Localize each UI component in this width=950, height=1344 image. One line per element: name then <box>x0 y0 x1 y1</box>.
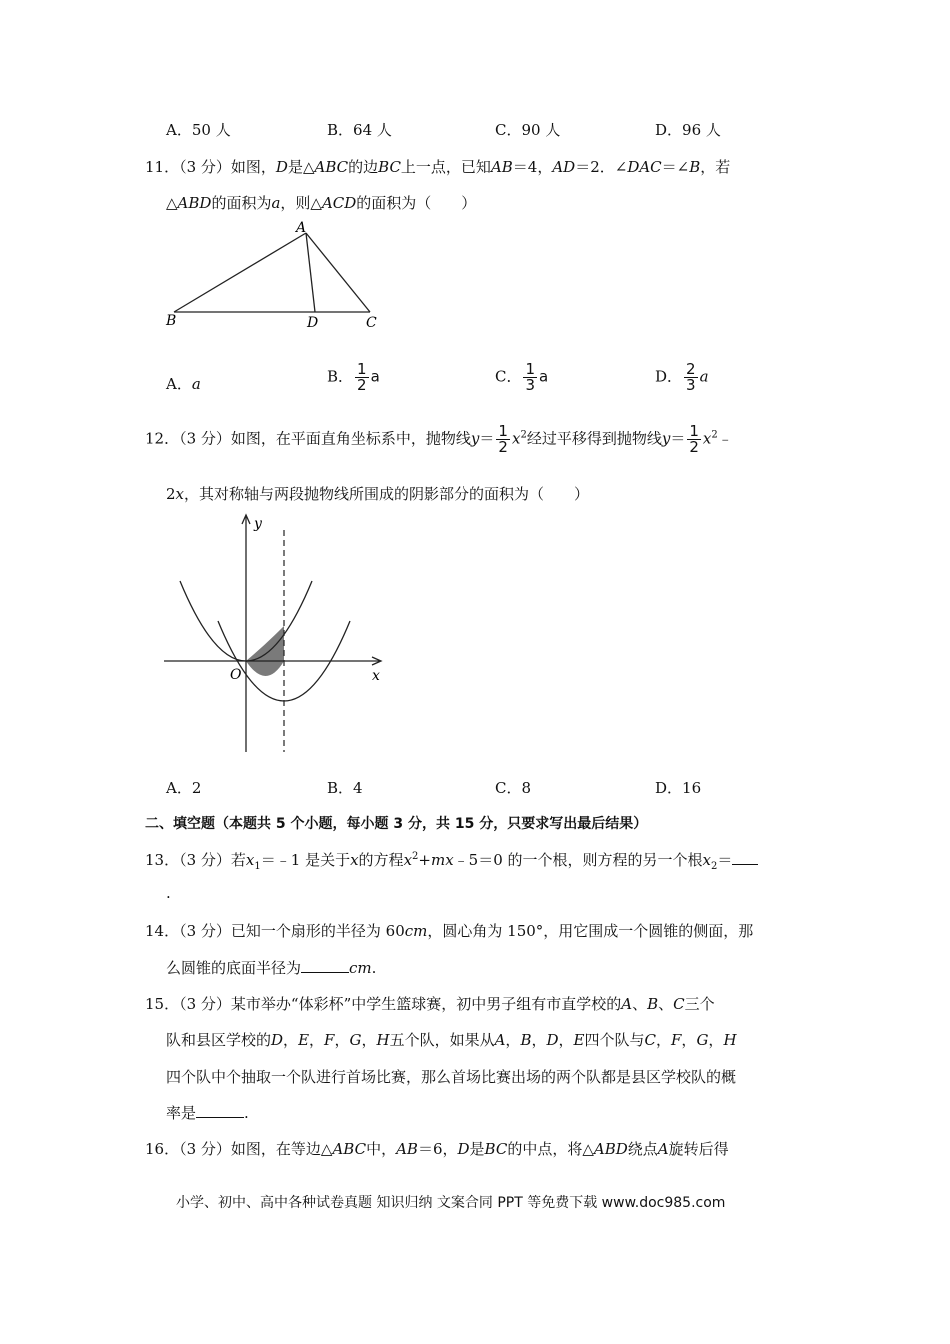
q14-text: ，圆心角为 150°，用它围成一个圆锥的侧面，那 <box>427 922 754 940</box>
q16-var: D <box>457 1140 470 1158</box>
q10-option-a: A．50 人 <box>166 121 231 139</box>
q13-var: mx <box>430 851 454 869</box>
fraction <box>496 424 510 455</box>
label-a: A <box>296 220 307 236</box>
q15-text: ， <box>309 1031 325 1049</box>
q15-text: ， <box>334 1031 350 1049</box>
numerator: 1 <box>357 360 367 378</box>
q11-line2 <box>166 192 476 213</box>
q14-text: 已知一个扇形的半径为 60 <box>230 922 405 940</box>
q16-text: ＝6， <box>417 1140 458 1158</box>
option-label: A． <box>166 375 192 393</box>
q13-text: ＝﹣1 是关于 <box>260 851 351 869</box>
subscript: 2 <box>711 861 718 872</box>
option-label: C． <box>495 367 522 386</box>
segment-ac <box>306 233 370 312</box>
q11-text: ＝2．∠ <box>575 158 628 176</box>
label-d: D <box>307 315 319 331</box>
q11-text: 的面积为（ ） <box>356 194 477 212</box>
q15-var: H <box>376 1031 390 1049</box>
q15-var: D <box>271 1031 284 1049</box>
q11-text: ，则△ <box>280 194 322 212</box>
q12-text: 经过平移得到抛物线 <box>526 429 662 448</box>
q13-text: ﹣5＝0 的一个根，则方程的另一个根 <box>453 851 703 869</box>
numerator: 1 <box>498 422 508 440</box>
q12-parabola-figure <box>160 508 400 758</box>
q16-text: 绕点 <box>627 1140 658 1158</box>
q11-text: 上一点，已知 <box>400 158 491 176</box>
label-x: x <box>372 668 380 684</box>
q11-var: B <box>689 158 701 176</box>
q11-var: ABD <box>177 194 212 212</box>
q11-option-d <box>655 362 709 393</box>
q11-var: ABC <box>314 158 349 176</box>
option-label: D． <box>655 367 683 386</box>
q14-text: . <box>371 959 377 977</box>
q12-text: 2 <box>166 485 176 503</box>
q13-text: ＝ <box>717 851 733 869</box>
q11-text: 是△ <box>287 158 315 176</box>
q15-text: ， <box>531 1031 547 1049</box>
q16-number: 16． <box>145 1140 180 1158</box>
q11-var: ACD <box>321 194 357 212</box>
q12-text: ＝ <box>670 429 686 448</box>
q10-option-b: B．64 人 <box>327 121 392 139</box>
numerator: 2 <box>686 360 696 378</box>
q12-text: ，其对称轴与两段抛物线所围成的阴影部分的面积为（ ） <box>184 485 590 503</box>
q16-text: 中， <box>366 1140 397 1158</box>
q11-var: D <box>275 158 288 176</box>
q13-number: 13． <box>145 851 180 869</box>
q11-text: 的面积为 <box>211 194 272 212</box>
label-c: C <box>366 315 377 331</box>
q12-option-a: A．2 <box>166 779 202 797</box>
denominator: 3 <box>525 376 536 394</box>
q16-text: 的中点，将△ <box>507 1140 594 1158</box>
label-o: O <box>230 667 242 683</box>
q11-text: ＝∠ <box>661 158 690 176</box>
q14-unit: cm <box>349 959 372 977</box>
q13-var: x <box>350 851 359 869</box>
q12-number: 12． <box>145 429 180 448</box>
q15-text: ， <box>708 1031 724 1049</box>
q15-var: E <box>298 1031 310 1049</box>
q15-text: ， <box>361 1031 377 1049</box>
q16-line1 <box>145 1138 729 1159</box>
q15-var: D <box>546 1031 559 1049</box>
q11-text: ，若 <box>700 158 731 176</box>
q15-text: 队和县区学校的 <box>166 1031 272 1049</box>
option-suffix: a <box>699 367 709 386</box>
q11-text: ＝4， <box>512 158 553 176</box>
q12-var: y <box>470 429 480 448</box>
q16-text: 是 <box>469 1140 485 1158</box>
q16-text: 如图，在等边△ <box>230 1140 333 1158</box>
q14-number: 14． <box>145 922 180 940</box>
q12-text: ＝ <box>479 429 495 448</box>
label-y: y <box>254 516 262 532</box>
q11-var: DAC <box>627 158 662 176</box>
q11-var: AB <box>490 158 513 176</box>
exponent: 2 <box>711 429 718 441</box>
answer-blank[interactable] <box>301 958 349 973</box>
q15-var: F <box>671 1031 682 1049</box>
q16-var: A <box>657 1140 669 1158</box>
page-footer: 小学、初中、高中各种试卷真题 知识归纳 文案合同 PPT 等免费下载 www.doc985.com <box>176 1195 726 1211</box>
numerator: 1 <box>525 360 536 378</box>
q15-text: 四个队与 <box>584 1031 645 1049</box>
q15-var: A <box>494 1031 506 1049</box>
subscript: 1 <box>254 861 261 872</box>
q15-text: 、 <box>658 995 674 1013</box>
q10-option-c: C．90 人 <box>495 121 561 139</box>
q11-line1 <box>145 156 730 177</box>
q11-text: 的边 <box>348 158 379 176</box>
q15-text: ， <box>655 1031 671 1049</box>
q15-var: F <box>324 1031 335 1049</box>
q16-var: AB <box>396 1140 418 1158</box>
q14-line2 <box>166 957 376 978</box>
fraction <box>687 424 701 455</box>
q16-var: ABC <box>332 1140 367 1158</box>
q11-number: 11． <box>145 158 180 176</box>
q11-text: △ <box>166 194 178 212</box>
q13-text: 的方程 <box>358 851 404 869</box>
q14-text: 么圆锥的底面半径为 <box>166 959 302 977</box>
option-suffix: a <box>539 367 549 386</box>
q13-text: 若 <box>230 851 246 869</box>
q15-var: G <box>349 1031 362 1049</box>
option-label: B． <box>327 367 354 386</box>
q15-text: . <box>244 1104 249 1122</box>
q15-var: A <box>621 995 633 1013</box>
q15-var: B <box>520 1031 532 1049</box>
q15-line2 <box>166 1029 737 1050</box>
q15-line1 <box>145 993 715 1014</box>
q15-text: 率是 <box>166 1104 197 1122</box>
q15-var: B <box>647 995 659 1013</box>
q12-score: （3 分） <box>179 429 231 448</box>
q11-text: 如图， <box>230 158 276 176</box>
fraction <box>523 362 537 393</box>
q16-var: BC <box>484 1140 508 1158</box>
q11-score: （3 分） <box>179 158 231 176</box>
segment-ad <box>306 233 315 312</box>
denominator: 2 <box>498 438 508 456</box>
q11-option-a <box>166 373 201 394</box>
q15-text: 五个队，如果从 <box>389 1031 495 1049</box>
exponent: 2 <box>412 851 419 862</box>
answer-blank[interactable] <box>196 1103 244 1118</box>
label-b: B <box>166 313 177 329</box>
q12-line2 <box>166 483 589 504</box>
q14-unit: cm <box>404 922 428 940</box>
q15-var: E <box>573 1031 585 1049</box>
q15-var: C <box>673 995 685 1013</box>
q12-text: ﹣ <box>717 429 733 448</box>
q12-option-d: D．16 <box>655 779 702 797</box>
q15-text: 、 <box>632 995 648 1013</box>
denominator: 3 <box>686 376 696 394</box>
q13-var: x <box>403 851 413 869</box>
shaded-region <box>246 626 284 676</box>
q12-text: 如图，在平面直角坐标系中，抛物线 <box>230 429 471 448</box>
option-value: a <box>191 375 201 393</box>
q15-var: C <box>644 1031 656 1049</box>
q14-score: （3 分） <box>179 922 231 940</box>
q15-text: ， <box>558 1031 574 1049</box>
q15-text: ， <box>681 1031 697 1049</box>
q13-text: + <box>418 851 431 869</box>
q13-line1 <box>145 849 758 872</box>
q11-var: AD <box>552 158 576 176</box>
q16-text: 旋转后得 <box>668 1140 729 1158</box>
q15-score: （3 分） <box>179 995 231 1013</box>
q13-var: x <box>702 851 711 869</box>
q11-var: a <box>271 194 281 212</box>
section-heading-fill-in: 二、填空题（本题共 5 个小题，每小题 3 分，共 15 分，只要求写出最后结果） <box>145 816 648 832</box>
q15-text: 某市举办“体彩杯”中学生篮球赛，初中男子组有市直学校的 <box>230 995 622 1013</box>
q15-line3: 四个队中个抽取一个队进行首场比赛，那么首场比赛出场的两个队都是县区学校队的概 <box>166 1068 737 1086</box>
q11-var: BC <box>378 158 401 176</box>
denominator: 2 <box>357 376 367 394</box>
q15-text: 三个 <box>684 995 715 1013</box>
exponent: 2 <box>520 429 527 441</box>
q15-line4 <box>166 1102 249 1123</box>
option-suffix: a <box>370 367 380 386</box>
q12-option-b: B．4 <box>327 779 363 797</box>
q11-option-c <box>495 362 548 393</box>
q15-var: G <box>696 1031 709 1049</box>
q15-number: 15． <box>145 995 180 1013</box>
q13-line2: . <box>166 884 171 902</box>
q11-triangle-figure <box>160 218 390 333</box>
fraction <box>684 362 698 393</box>
q12-line1 <box>145 424 733 455</box>
q10-option-d: D．96 人 <box>655 121 721 139</box>
answer-blank[interactable] <box>732 850 758 865</box>
q15-var: H <box>723 1031 737 1049</box>
segment-ab <box>174 233 306 312</box>
q12-option-c: C．8 <box>495 779 532 797</box>
q12-var: x <box>175 485 185 503</box>
q14-line1 <box>145 920 753 941</box>
q15-text: ， <box>505 1031 521 1049</box>
q16-score: （3 分） <box>179 1140 231 1158</box>
fraction <box>355 362 369 393</box>
q12-var: x <box>511 429 521 448</box>
denominator: 2 <box>689 438 699 456</box>
q11-option-b <box>327 362 380 393</box>
numerator: 1 <box>689 422 699 440</box>
q16-var: ABD <box>593 1140 628 1158</box>
q13-var: x <box>245 851 255 869</box>
q15-text: ， <box>283 1031 299 1049</box>
q13-score: （3 分） <box>179 851 231 869</box>
q12-var: y <box>661 429 671 448</box>
q12-var: x <box>702 429 712 448</box>
